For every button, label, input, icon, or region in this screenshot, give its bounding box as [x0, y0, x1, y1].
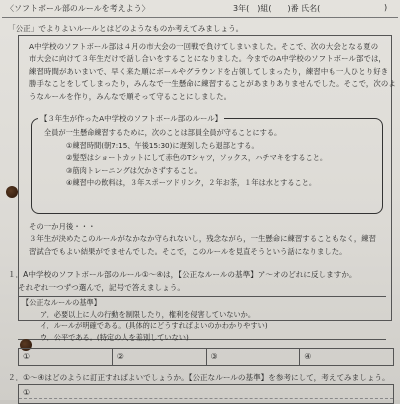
- fair-rule-criteria: [18, 296, 386, 340]
- story-line: うなルールを作り，みんなで順そって守ることにしました。: [29, 91, 232, 101]
- rule-item-2: ②髪型はショートカットにして赤色のTシャツ，ソックス，ハチマキをすること。: [66, 153, 328, 163]
- criteria-item-u: ウ．公平である。(特定の人を差別していない): [40, 332, 189, 342]
- intro-question: 「公正」でよりよいルールとはどのようなものか考えてみましょう。: [8, 24, 244, 33]
- question-2-item-1-label: ①: [23, 388, 31, 397]
- answer-cell-4[interactable]: ④: [304, 352, 312, 361]
- answer-divider: [19, 398, 393, 399]
- question-1: [8, 268, 357, 294]
- question-1-line-2: それぞれ一つずつ選んで，記号で答えましょう。: [18, 283, 185, 292]
- rule-lead: 全員が一生懸命練習するために，次のことは部員全員が守ることにする。: [44, 128, 282, 137]
- story-line: A中学校のソフトボール部は４月の市大会の一回戦で負けてしまいました。そこで、次の大会となる夏の: [29, 42, 379, 51]
- answer-cell-3[interactable]: ③: [207, 349, 301, 365]
- story-line: 市大会に向けて３年生だけで話し合いをすることになりました。今までのA中学校のソフトボール部では，: [29, 54, 386, 64]
- answer-cell-1[interactable]: ①: [19, 349, 113, 365]
- story-line: 練習時間があいまいで、早く来た順にボールやグラウンドを占領してしまったり，練習中も一人ひとり好き: [29, 66, 389, 76]
- rule-item-3: ③筋肉トレーニングは欠かさずすること。: [66, 165, 202, 175]
- club-rule-card: [31, 114, 383, 214]
- binder-hole: [6, 186, 18, 198]
- rule-card-body: [44, 127, 327, 190]
- worksheet-title: 〈ソフトボール部のルールを考えよう〉: [6, 4, 150, 13]
- question-2: ２．①〜④はどのように訂正すればよいでしょうか。【公正なルールの基準】を参考にして，考えてみましょう。: [8, 373, 390, 382]
- answer-cell-2[interactable]: ②: [113, 349, 207, 365]
- story-after-line: ３年生が決めたこのルールがなかなか守られないし，残念ながら，一生懸命に練習することもなく，練習: [29, 234, 377, 244]
- rule-item-4: ④練習中の飲料は，３年スポーツドリンク，２年お茶，１年は水とすること。: [66, 178, 317, 188]
- question-1-line-1: １．A中学校のソフトボール部のルール①〜④は，【公正なルールの基準】ア〜オのどれに反しますか。: [8, 270, 357, 279]
- story-after: [29, 221, 385, 258]
- header-divider: [2, 17, 398, 18]
- worksheet-header: [6, 3, 394, 17]
- story-after-line: その一か月後・・・: [29, 222, 96, 231]
- rule-card-title: 【３年生が作ったA中学校のソフトボール部のルール】: [40, 114, 222, 123]
- name-field-close: ): [384, 3, 388, 12]
- criteria-title: 【公正なルールの基準】: [22, 298, 101, 307]
- criteria-item-i: イ．ルールが明確である。(具体的にどうすればよいのかわかりやすい): [40, 321, 268, 331]
- answer-grid: [18, 348, 394, 366]
- criteria-item-a: ア．必要以上に人の行動を制限したり，権利を侵害していないか。: [40, 309, 256, 319]
- story-line: 勝手なことをしてしまったり，みんなで一生懸命に練習することがあまりありませんでした。そこで，次のよ: [29, 79, 396, 89]
- class-name-field[interactable]: 3年( )組( )番 氏名(: [233, 4, 321, 13]
- question-2-answer-box[interactable]: [18, 384, 394, 404]
- rule-item-1: ①練習時間(朝7:15、午後15:30)に遅刻したら退部とする。: [66, 140, 259, 150]
- story-text: [29, 41, 396, 103]
- story-after-line: 習試合でもよい結果がでませんでした。そこで，このルールを見直そうという話になりました。: [29, 246, 347, 256]
